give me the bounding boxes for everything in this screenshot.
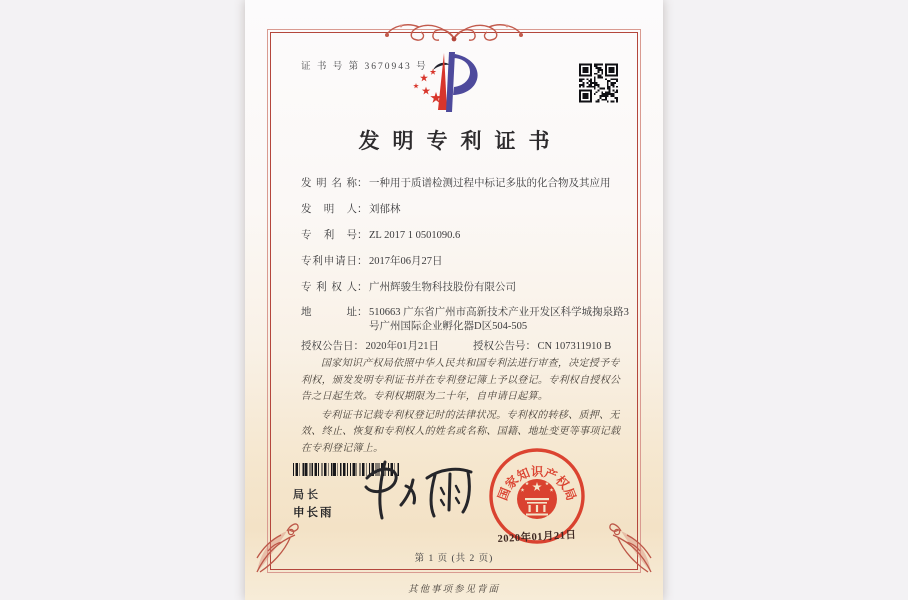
field-application-date: 专利申请日 ： 2017年06月27日 [301, 254, 637, 269]
reverse-side-note: 其他事项参见背面 [407, 585, 500, 595]
grant-number-value: CN 107311910 B [537, 341, 612, 352]
grant-date-value: 2020年01月21日 [365, 341, 439, 352]
field-value: ZL 2017 1 0501090.6 [369, 230, 461, 241]
commissioner-title: 局长 [293, 489, 321, 501]
seal-text: 国家知识产权局 [495, 464, 579, 503]
field-label: 地址 [301, 307, 357, 318]
grant-number-label: 授权公告号 [473, 341, 526, 352]
field-value: 刘郁林 [369, 204, 401, 215]
qr-code [579, 63, 618, 103]
corner-lace-ornament-icon [608, 504, 654, 576]
legal-paragraph-1: 国家知识产权局依照中华人民共和国专利法进行审查，决定授予专利权，颁发发明专利证书并在专利登记簿上予以登记。专利权自授权公告之日起生效。专利权期限为二十年，自申请日起算。 [301, 358, 621, 402]
field-value: 510663 广东省广州市高新技术产业开发区科学城掬泉路3号广州国际企业孵化器D区504-505 [369, 307, 629, 332]
field-label: 发明名称 [301, 178, 357, 189]
field-grant-row: 授权公告日 ： 2020年01月21日 授权公告号 ： CN 107311910 B [301, 341, 612, 352]
legal-paragraph-2: 专利证书记载专利权登记时的法律状况。专利权的转移、质押、无效、终止、恢复和专利权人的姓名或名称、国籍、地址变更等事项记载在专利登记簿上。 [301, 409, 621, 454]
field-patent-number: 专利号 ： ZL 2017 1 0501090.6 [301, 228, 637, 243]
handwritten-signature [349, 450, 484, 528]
field-value: 2017年06月27日 [369, 256, 443, 267]
page-indicator: 第 1 页 (共 2 页) [414, 554, 494, 564]
border-flourish-ornament-icon [379, 18, 529, 46]
field-invention-name: 发明名称 ： 一种用于质谱检测过程中标记多肽的化合物及其应用 [301, 176, 637, 191]
grant-date-label: 授权公告日 [301, 341, 354, 352]
commissioner-name: 申长雨 [293, 507, 334, 519]
field-label: 专利号 [301, 230, 357, 241]
certificate-title: 发明专利证书 [358, 129, 563, 153]
cnipa-logo-icon [395, 48, 507, 128]
certificate-paper [245, 0, 663, 600]
grant-seal-date: 2020年01月21日 [497, 529, 577, 546]
field-patentee: 专利权人 ： 广州辉骏生物科技股份有限公司 [301, 280, 637, 295]
field-value: 一种用于质谱检测过程中标记多肽的化合物及其应用 [369, 178, 611, 189]
national-emblem-icon [517, 479, 557, 519]
logo-bird-icon [433, 63, 450, 70]
field-label: 发明人 [301, 204, 357, 215]
field-address: 地址 ： 510663 广东省广州市高新技术产业开发区科学城掬泉路3号广州国际企业孵化器D区504-505 [301, 306, 637, 333]
field-value: 广州辉骏生物科技股份有限公司 [369, 282, 516, 293]
field-inventor: 发明人 ： 刘郁林 [301, 202, 637, 217]
certificate-number: 证 书 号 第 3670943 号 [301, 62, 428, 72]
field-label: 专利权人 [301, 282, 357, 293]
patent-fields [301, 176, 637, 354]
field-label: 专利申请日 [301, 256, 357, 267]
